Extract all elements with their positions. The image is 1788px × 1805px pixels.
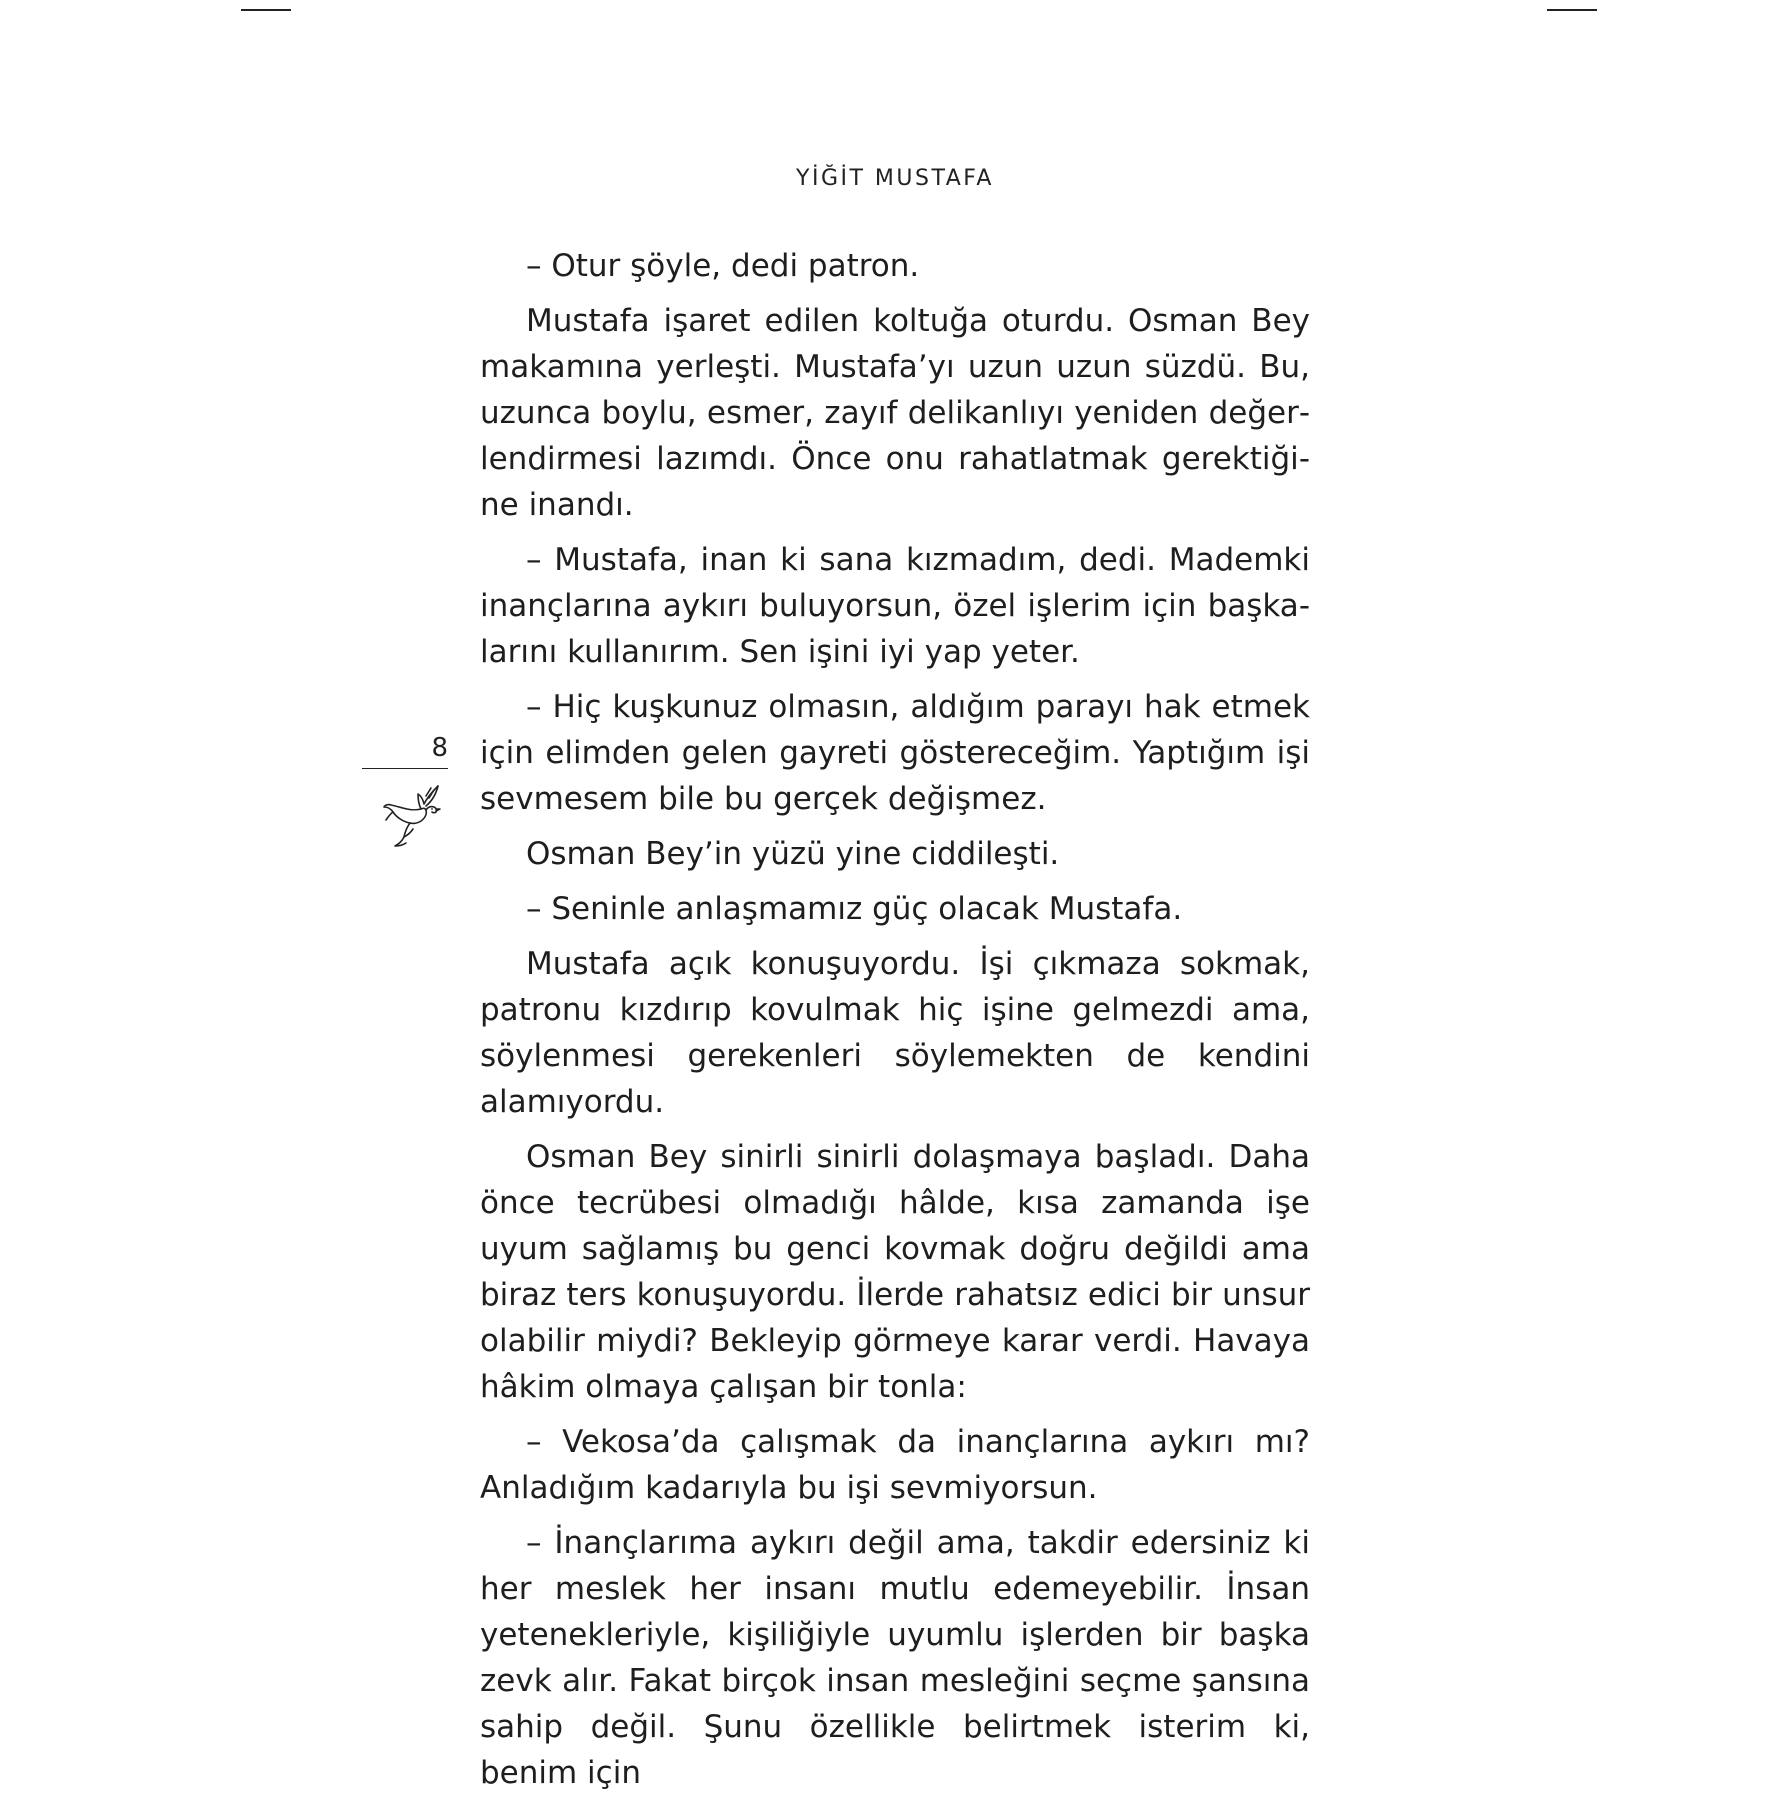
paragraph: Osman Bey’in yüzü yine ciddileşti. <box>526 836 1060 872</box>
crop-mark-right <box>1547 9 1597 11</box>
paragraph: – Vekosa’da çalışmak da inançlarına aykırı mı? Anladığım kadarıyla bu işi sevmiyorsun. <box>480 1424 1310 1506</box>
paragraph: Mustafa açık konuşuyordu. İşi çıkmaza sokmak, patronu kızdırıp kovulmak hiç işine gelmezdi ama, söylenmesi gerekenleri söylemekten de kendini alamıyordu. <box>480 946 1310 1120</box>
paragraph: Osman Bey sinirli sinirli dolaşmaya başladı. Daha önce tecrübesi olmadığı hâlde, kısa zamanda işe uyum sağlamış bu genci kovmak doğru değildi ama biraz ters konuşuyordu. İlerde rahatsız edici bir unsur olabilir miydi? Bekleyip görmeye karar verdi. Havaya hâkim olmaya çalışan bir tonla: <box>480 1139 1310 1405</box>
page-number-rule <box>362 768 448 769</box>
page-number: 8 <box>431 733 448 763</box>
paragraph: – Seninle anlaşmamız güç olacak Mustafa. <box>526 891 1183 927</box>
paragraph: – Mustafa, inan ki sana kızmadım, dedi. Mademki inançlarına aykırı buluyorsun, özel işlerim için başkalarını kullanırım. Sen işini iyi yap yeter. <box>480 542 1310 670</box>
paragraph: – İnançlarıma aykırı değil ama, takdir edersiniz ki her meslek her insanı mutlu edemeyebilir. İnsan yetenekleriyle, kişiliğiyle uyumlu işlerden bir başka zevk alır. Fakat birçok insan mesleğini seçme şansına sahip değil. Şunu özellikle belirtmek isterim ki, benim için <box>480 1525 1310 1791</box>
crop-mark-left <box>241 9 291 11</box>
dove-icon <box>380 784 446 850</box>
paragraph: – Hiç kuşkunuz olmasın, aldığım parayı hak etmek için elimden gelen gayreti göstereceğim. Yaptığım işi sevmesem bile bu gerçek değişmez. <box>480 689 1310 817</box>
paragraph: Mustafa işaret edilen koltuğa oturdu. Osman Bey makamına yerleşti. Mustafa’yı uzun uzun süzdü. Bu, uzunca boylu, esmer, zayıf delikanlıyı yeniden değerlendirmesi lazımdı. Önce onu rahatlatmak gerektiğine inandı. <box>480 303 1310 523</box>
running-title: YİĞİT MUSTAFA <box>796 166 994 191</box>
body-text <box>480 243 1310 1805</box>
paragraph: – Otur şöyle, dedi patron. <box>526 248 920 284</box>
